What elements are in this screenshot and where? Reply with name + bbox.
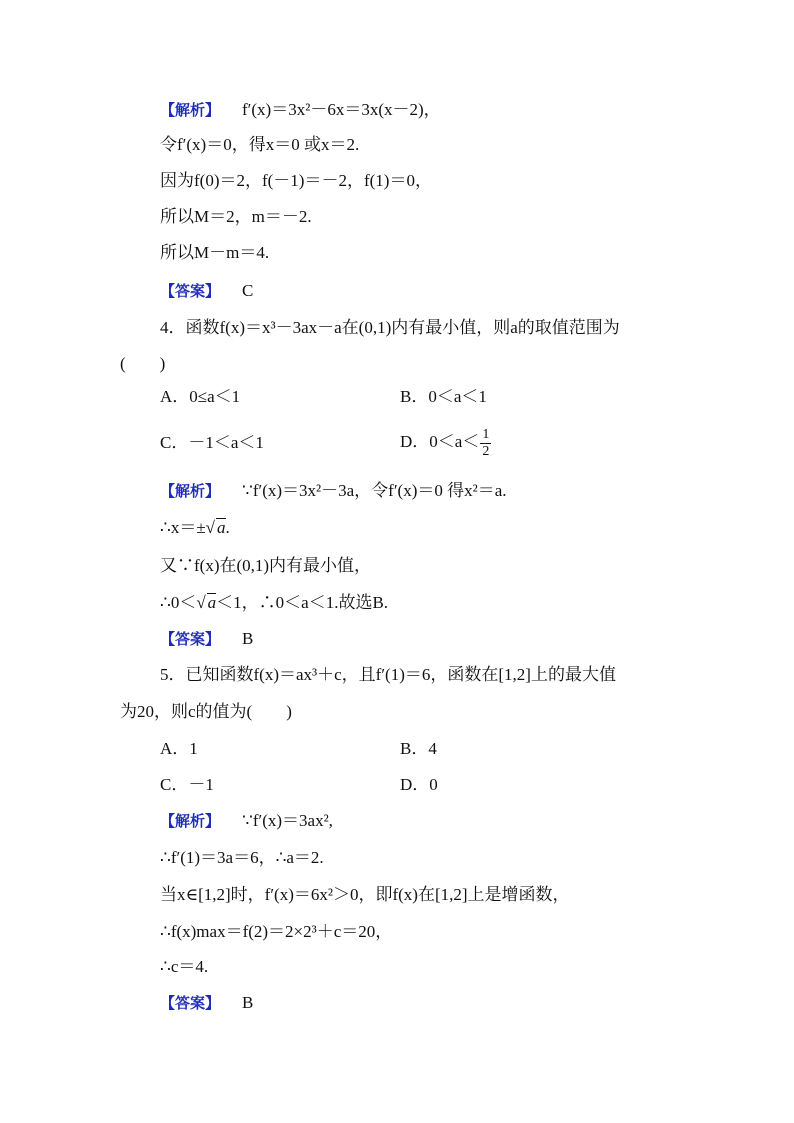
analysis-tag: 【解析】 <box>160 482 221 500</box>
answer-tag: 【答案】 <box>160 994 221 1012</box>
fraction <box>480 427 491 460</box>
option-d-text: D．0＜a＜ <box>400 432 480 451</box>
analysis-tag: 【解析】 <box>160 101 221 119</box>
analysis-line-3-3: 因为f(0)＝2，f(－1)＝－2，f(1)＝0， <box>160 171 432 190</box>
question-4-paren: ( ) <box>120 354 166 373</box>
text-segment: ∴x＝± <box>160 518 206 537</box>
answer-tag: 【答案】 <box>160 630 221 648</box>
answer-tag: 【答案】 <box>160 282 221 300</box>
radicand-text: a <box>207 593 217 612</box>
radicand <box>216 518 226 537</box>
analysis-text: ∵f′(x)＝3x²－3a，令f′(x)＝0 得x²＝a. <box>242 481 507 500</box>
question-4-option-c: C．－1＜a＜1 <box>160 433 264 452</box>
sqrt-sign-icon: √ <box>205 518 215 537</box>
answer-value: C <box>242 281 254 300</box>
text-segment: ＜1，∴0＜a＜1.故选B. <box>216 593 389 612</box>
analysis-line-5-4: ∴f(x)max＝f(2)＝2×2³＋c＝20， <box>160 922 393 941</box>
analysis-line-3-4: 所以M＝2，m＝－2. <box>160 207 312 226</box>
answer-value: B <box>242 629 254 648</box>
radicand-text: a <box>217 518 226 537</box>
answer-line-3 <box>160 280 253 302</box>
analysis-line-3-2: 令f′(x)＝0，得x＝0 或x＝2. <box>160 135 360 154</box>
question-4-option-a: A．0≤a＜1 <box>160 387 241 406</box>
analysis-line-3-1 <box>160 99 441 121</box>
analysis-line-5-5: ∴c＝4. <box>160 957 209 976</box>
analysis-tag: 【解析】 <box>160 812 221 830</box>
analysis-line-5-3: 当x∈[1,2]时，f′(x)＝6x²＞0，即f(x)在[1,2]上是增函数， <box>160 885 570 904</box>
analysis-line-4-4 <box>160 592 388 614</box>
fraction-denominator: 2 <box>482 443 490 459</box>
question-5-option-a: A．1 <box>160 739 198 758</box>
analysis-line-3-5: 所以M－m＝4. <box>160 243 270 262</box>
analysis-line-5-2: ∴f′(1)＝3a＝6，∴a＝2. <box>160 848 324 867</box>
question-5-option-d: D．0 <box>400 775 438 794</box>
analysis-text: f′(x)＝3x²－6x＝3x(x－2)， <box>242 100 441 119</box>
answer-value: B <box>242 993 254 1012</box>
answer-line-5 <box>160 992 253 1014</box>
analysis-line-4-2 <box>160 517 230 539</box>
question-5-option-b: B．4 <box>400 739 437 758</box>
sqrt-sign-icon: √ <box>196 593 206 612</box>
question-5-option-c: C．－1 <box>160 775 214 794</box>
question-5-stem-cont: 为20，则c的值为( ) <box>120 702 292 721</box>
analysis-text: ∵f′(x)＝3ax², <box>242 811 333 830</box>
question-5-stem: 5．已知函数f(x)＝ax³＋c，且f′(1)＝6，函数在[1,2]上的最大值 <box>160 665 616 684</box>
question-4-stem: 4．函数f(x)＝x³－3ax－a在(0,1)内有最小值，则a的取值范围为 <box>160 318 620 337</box>
radicand <box>207 593 217 612</box>
analysis-line-4-3: 又∵f(x)在(0,1)内有最小值， <box>160 556 372 575</box>
fraction-numerator: 1 <box>482 426 490 442</box>
analysis-line-5-1 <box>160 810 333 832</box>
question-4-option-d <box>400 422 491 462</box>
text-segment: ∴0＜ <box>160 593 197 612</box>
question-4-option-b: B．0＜a＜1 <box>400 387 487 406</box>
text-segment: . <box>225 518 230 537</box>
answer-line-4 <box>160 628 253 650</box>
analysis-line-4-1 <box>160 480 507 502</box>
